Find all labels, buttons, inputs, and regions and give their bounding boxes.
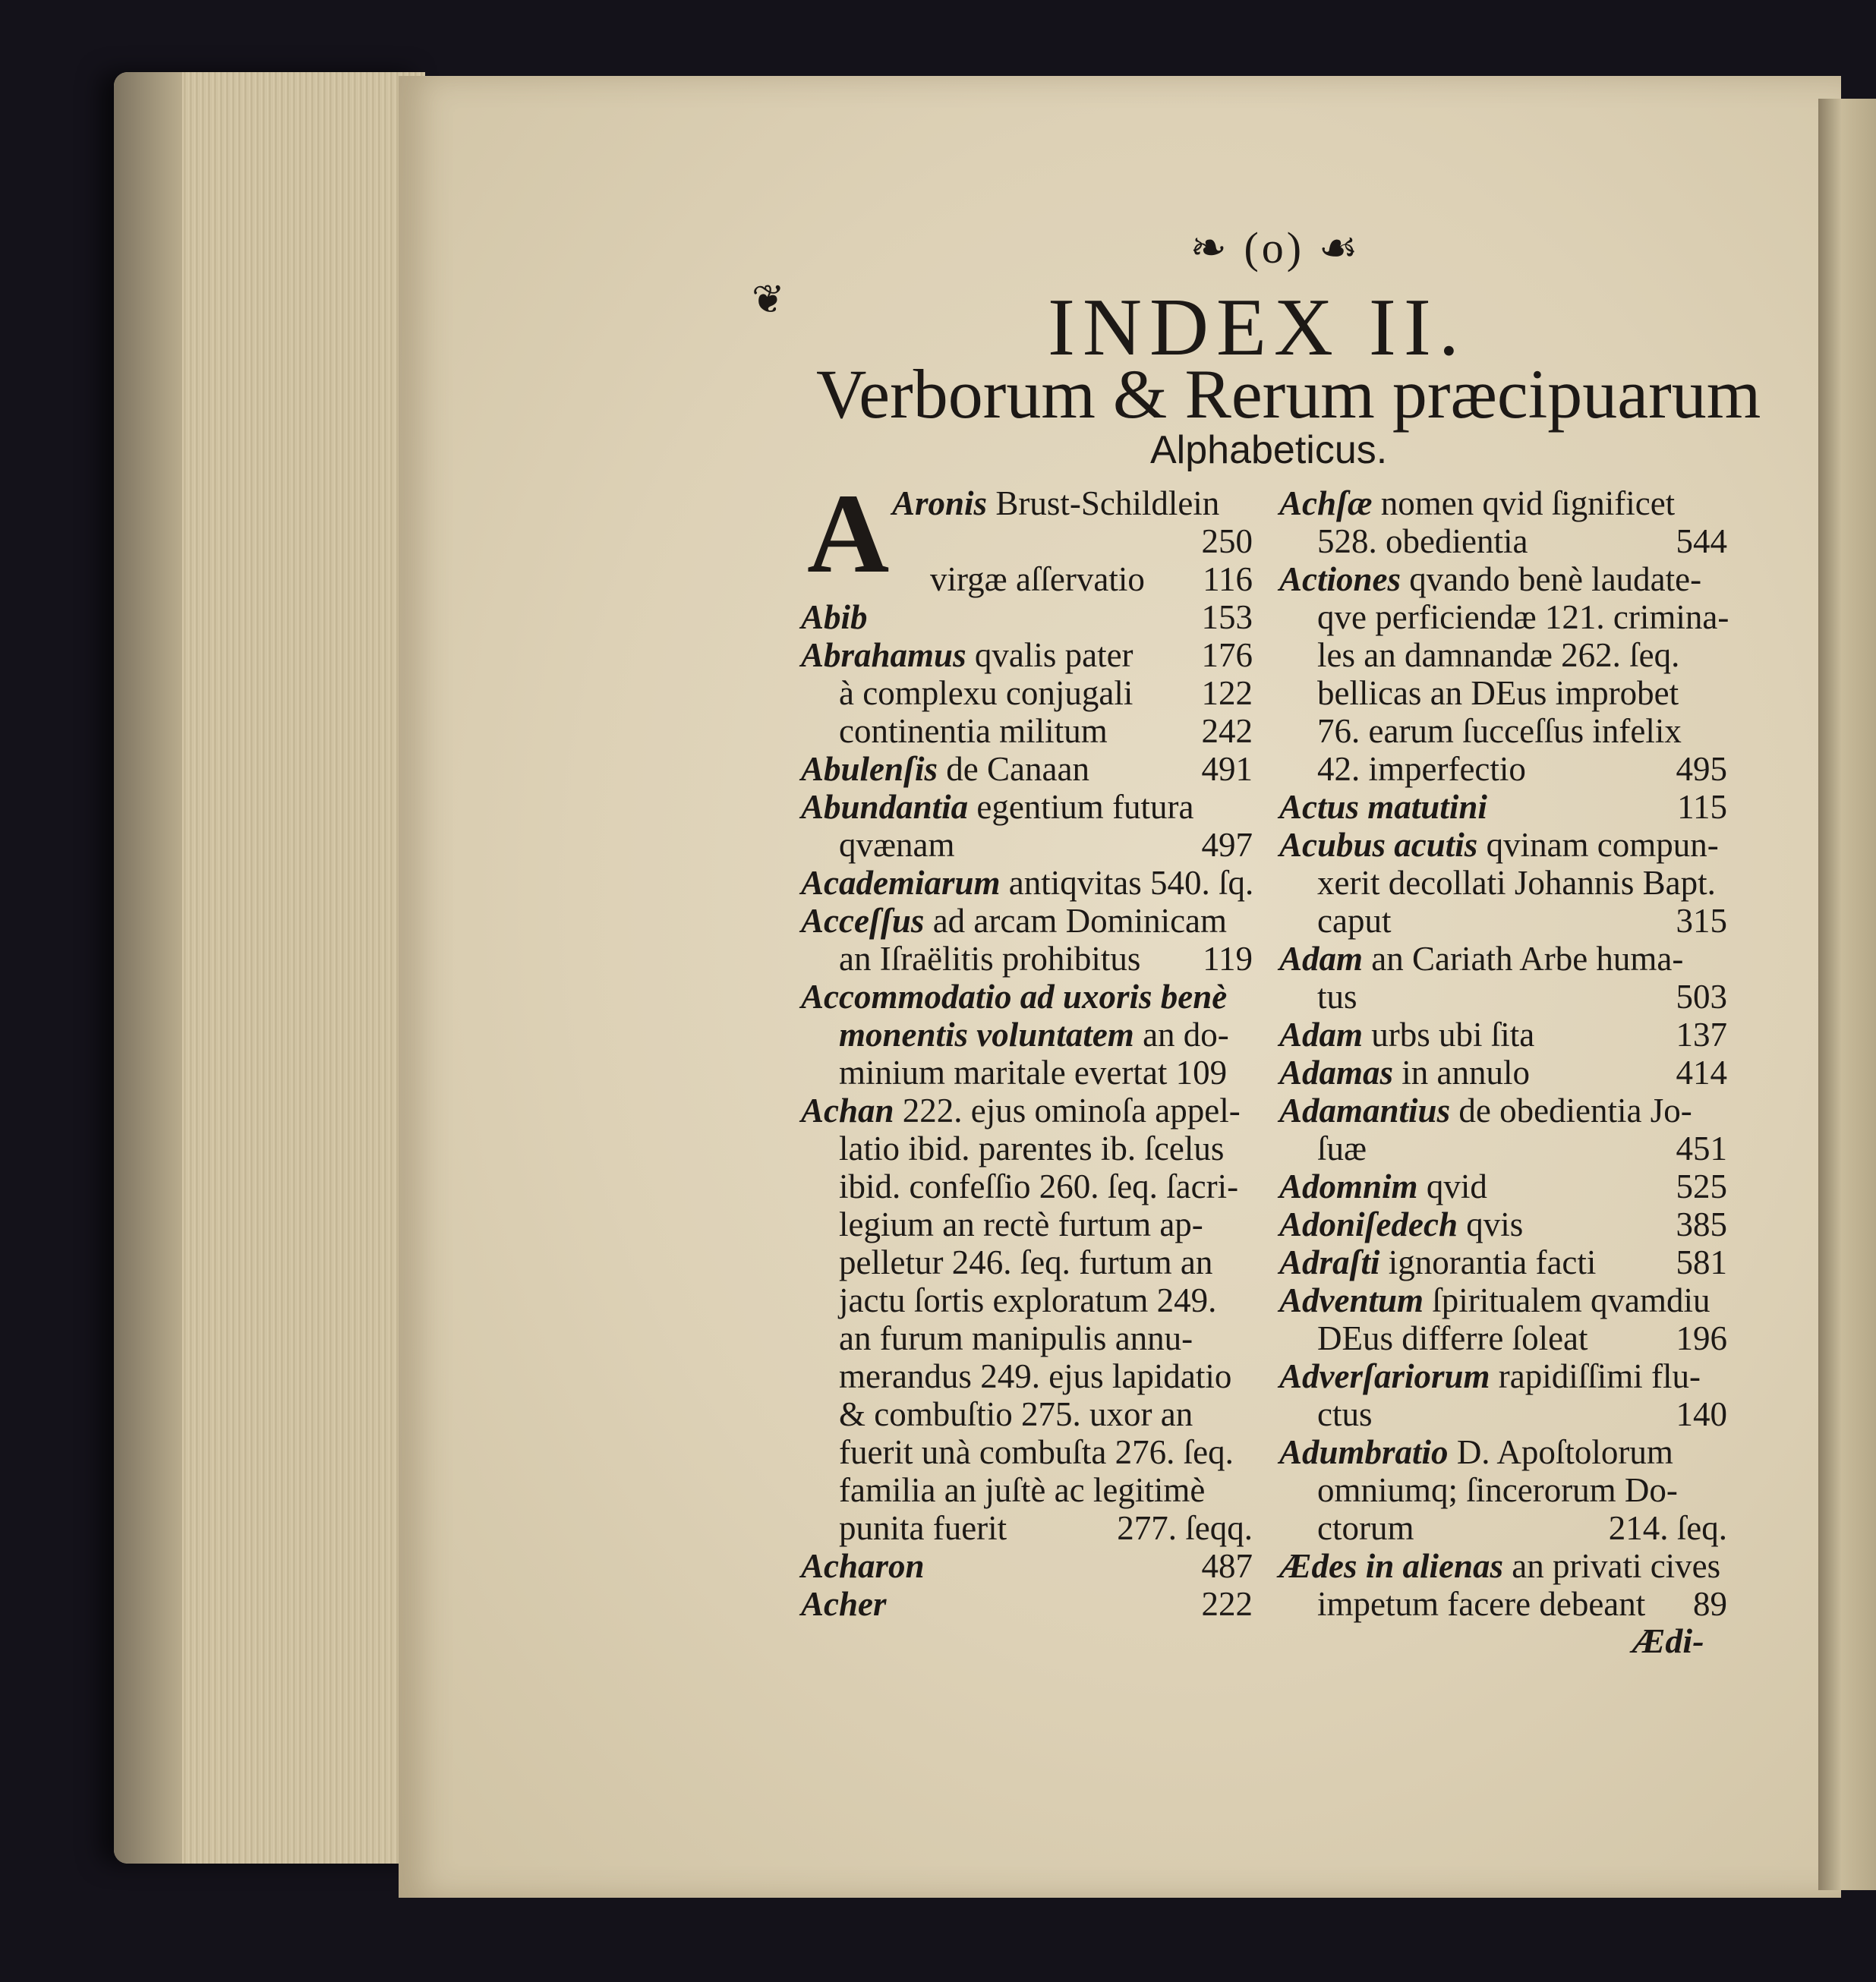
index-entry-line: [801, 1092, 1253, 1130]
index-text: ctorum: [1317, 1509, 1414, 1547]
index-page-ref: 116: [1203, 560, 1253, 598]
index-text: ſuæ: [1317, 1130, 1367, 1167]
index-entry-line: [1279, 750, 1727, 788]
index-entry-line: [801, 484, 1253, 522]
book-gutter: [1818, 99, 1876, 1890]
index-entry-line: [1279, 1509, 1727, 1547]
index-entry-line: [801, 522, 1253, 560]
index-page-ref: 115: [1677, 788, 1727, 826]
index-term: Actus matutini: [1279, 788, 1487, 826]
index-page-ref: 153: [1201, 598, 1253, 636]
index-entry-line: [1279, 1054, 1727, 1092]
index-text: rapidiſſimi flu-: [1490, 1357, 1701, 1395]
index-entry-line: [1279, 1585, 1727, 1623]
index-text: qvænam: [839, 826, 955, 864]
index-entry-line: [801, 674, 1253, 712]
index-page-ref: 581: [1676, 1243, 1727, 1281]
index-entry-line: [1279, 1092, 1727, 1130]
index-term: Adventum: [1279, 1281, 1424, 1319]
index-text: à complexu conjugali: [839, 674, 1133, 712]
catchword: Ædi-: [1632, 1621, 1704, 1660]
page-mark-right-ornament: ☙: [1318, 223, 1361, 273]
index-page-ref: 140: [1676, 1395, 1727, 1433]
index-text: & combuſtio 275. uxor an: [839, 1395, 1193, 1433]
index-page-ref: 544: [1676, 522, 1727, 560]
index-entry-line: [801, 1054, 1253, 1092]
index-entry-line: [801, 560, 1253, 598]
index-page-ref: 242: [1201, 712, 1253, 750]
index-entry-line: [1279, 826, 1727, 864]
index-text: an furum manipulis annu-: [839, 1319, 1193, 1357]
index-text: merandus 249. ejus lapidatio: [839, 1357, 1232, 1395]
index-page-ref: 491: [1201, 750, 1253, 788]
index-term: Abulenſis: [801, 750, 938, 788]
index-term: Acharon: [801, 1547, 925, 1585]
index-entry-line: [1279, 1395, 1727, 1433]
index-entry-line: [1279, 1547, 1727, 1585]
index-text: xerit decollati Johannis Bapt.: [1317, 864, 1716, 902]
index-term: monentis voluntatem: [839, 1016, 1134, 1054]
index-text: 222. ejus ominoſa appel-: [894, 1092, 1241, 1130]
index-entry-line: [801, 636, 1253, 674]
index-text: bellicas an DEus improbet: [1317, 674, 1679, 712]
index-term: Achan: [801, 1092, 894, 1130]
index-page-ref: 122: [1201, 674, 1253, 712]
index-entry-line: [1279, 484, 1727, 522]
index-entry-line: [1279, 1167, 1727, 1205]
index-entry-line: [1279, 1243, 1727, 1281]
index-text: qve perficiendæ 121. crimina-: [1317, 598, 1729, 636]
index-title: INDEX II.: [1048, 282, 1467, 373]
index-entry-line: [801, 598, 1253, 636]
index-text: an do-: [1133, 1016, 1229, 1054]
index-entry-line: [801, 1167, 1253, 1205]
index-entry-line: [801, 1243, 1253, 1281]
index-text: omniumq; ſincerorum Do-: [1317, 1471, 1678, 1509]
index-term: Adamantius: [1279, 1092, 1451, 1130]
index-page-ref: 495: [1676, 750, 1727, 788]
index-entry-line: [1279, 1357, 1727, 1395]
index-text: an Iſraëlitis prohibitus: [839, 940, 1141, 978]
index-page-ref: 315: [1676, 902, 1727, 940]
index-page-ref: 89: [1693, 1585, 1727, 1623]
right-index-column: [1279, 484, 1727, 1623]
index-entry-line: [1279, 864, 1727, 902]
index-term: Acubus acutis: [1279, 826, 1478, 864]
index-entry-line: [1279, 902, 1727, 940]
index-entry-line: [1279, 1433, 1727, 1471]
index-entry-line: [1279, 940, 1727, 978]
index-page-ref: 385: [1676, 1205, 1727, 1243]
index-text: virgæ aſſervatio: [930, 560, 1145, 598]
index-entry-line: [801, 978, 1253, 1016]
index-entry-line: [801, 1433, 1253, 1471]
index-term: Adraſti: [1279, 1243, 1380, 1281]
index-text: familia an juſtè ac legitimè: [839, 1471, 1206, 1509]
index-entry-line: [801, 902, 1253, 940]
index-term: Aronis: [892, 484, 988, 522]
left-index-column: [801, 484, 1253, 1623]
index-text: ignorantia facti: [1379, 1243, 1597, 1281]
index-term: Achſæ: [1279, 484, 1373, 522]
index-page-ref: 525: [1676, 1167, 1727, 1205]
index-term: Adoniſedech: [1279, 1205, 1458, 1243]
index-term: Accommodatio ad uxoris benè: [801, 978, 1228, 1016]
index-entry-line: [1279, 1281, 1727, 1319]
index-term: Adverſariorum: [1279, 1357, 1490, 1395]
index-page-ref: 176: [1201, 636, 1253, 674]
index-text: an Cariath Arbe huma-: [1363, 940, 1684, 978]
index-text: ad arcam Dominicam: [924, 902, 1228, 940]
index-text: tus: [1317, 978, 1357, 1016]
index-entry-line: [801, 1130, 1253, 1167]
index-entry-line: [801, 864, 1253, 902]
index-entry-line: [801, 712, 1253, 750]
index-entry-line: [801, 940, 1253, 978]
book-spine: [114, 72, 182, 1864]
index-text: impetum facere debeant: [1317, 1585, 1646, 1623]
index-term: Adumbratio: [1279, 1433, 1449, 1471]
index-page-ref: 277. ſeqq.: [1117, 1509, 1253, 1547]
index-entry-line: [1279, 1130, 1727, 1167]
index-page-ref: 250: [1201, 522, 1253, 560]
index-entry-line: [1279, 1016, 1727, 1054]
index-entry-line: [801, 1547, 1253, 1585]
index-text: 528. obedientia: [1317, 522, 1528, 560]
index-term: Academiarum: [801, 864, 1001, 902]
index-text: de Canaan: [938, 750, 1089, 788]
index-page-ref: 222: [1201, 1585, 1253, 1623]
index-page-ref: 119: [1203, 940, 1253, 978]
index-term: Adomnim: [1279, 1167, 1418, 1205]
index-text: qvis: [1457, 1205, 1524, 1243]
index-subtitle-alphabeticus: Alphabeticus.: [1150, 428, 1388, 472]
index-page-ref: 137: [1676, 1016, 1727, 1054]
index-text: qvando benè laudate-: [1401, 560, 1702, 598]
index-term: Abib: [801, 598, 868, 636]
page-mark-left-ornament: ❧: [1190, 223, 1230, 273]
index-entry-line: [801, 1319, 1253, 1357]
page-number: [1162, 222, 1389, 273]
index-entry-line: [1279, 560, 1727, 598]
index-text: DEus differre ſoleat: [1317, 1319, 1588, 1357]
index-page-ref: 503: [1676, 978, 1727, 1016]
index-text: qvinam compun-: [1477, 826, 1719, 864]
index-text: 76. earum ſucceſſus infelix: [1317, 712, 1682, 750]
index-page-ref: 451: [1676, 1130, 1727, 1167]
index-entry-line: [801, 788, 1253, 826]
index-entry-line: [801, 1281, 1253, 1319]
index-term: Acher: [801, 1585, 887, 1623]
index-entry-line: [801, 1016, 1253, 1054]
index-entry-line: [1279, 1471, 1727, 1509]
index-entry-line: [1279, 674, 1727, 712]
index-entry-line: [801, 1471, 1253, 1509]
fleuron-icon: ❦: [752, 279, 785, 322]
index-text: les an damnandæ 262. ſeq.: [1317, 636, 1680, 674]
index-text: pelletur 246. ſeq. furtum an: [839, 1243, 1213, 1281]
index-entry-line: [801, 1395, 1253, 1433]
index-term: Adam: [1279, 940, 1364, 978]
index-text: Brust-Schildlein: [987, 484, 1220, 522]
index-text: urbs ubi ſita: [1363, 1016, 1535, 1054]
index-text: nomen qvid ſignificet: [1372, 484, 1676, 522]
index-text: 42. imperfectio: [1317, 750, 1526, 788]
index-page-ref: 497: [1201, 826, 1253, 864]
index-entry-line: [1279, 1319, 1727, 1357]
index-text: legium an rectè furtum ap-: [839, 1205, 1203, 1243]
index-term: Adamas: [1279, 1054, 1394, 1092]
index-text: jactu ſortis exploratum 249.: [839, 1281, 1217, 1319]
index-text: an privati cives: [1503, 1547, 1721, 1585]
index-text: punita fuerit: [839, 1509, 1007, 1547]
index-entry-line: [1279, 598, 1727, 636]
index-text: continentia militum: [839, 712, 1108, 750]
index-term: Abrahamus: [801, 636, 966, 674]
index-entry-line: [801, 1205, 1253, 1243]
page-mark-text: (o): [1244, 223, 1305, 273]
index-text: egentium futura: [968, 788, 1194, 826]
index-text: ibid. confeſſio 260. ſeq. ſacri-: [839, 1167, 1239, 1205]
index-page-ref: 214. ſeq.: [1608, 1509, 1727, 1547]
index-text: fuerit unà combuſta 276. ſeq.: [839, 1433, 1234, 1471]
index-text: latio ibid. parentes ib. ſcelus: [839, 1130, 1225, 1167]
index-page-ref: 487: [1201, 1547, 1253, 1585]
index-term: Abundantia: [801, 788, 969, 826]
index-entry-line: [801, 1357, 1253, 1395]
index-text: D. Apoſtolorum: [1448, 1433, 1673, 1471]
index-entry-line: [1279, 978, 1727, 1016]
index-subtitle: Verborum & Rerum præcipuarum: [816, 355, 1761, 433]
index-text: qvid: [1417, 1167, 1487, 1205]
index-entry-line: [801, 826, 1253, 864]
index-text: qvalis pater: [966, 636, 1133, 674]
index-page-ref: 196: [1676, 1319, 1727, 1357]
index-page-ref: 414: [1676, 1054, 1727, 1092]
index-text: in annulo: [1393, 1054, 1531, 1092]
index-text: antiqvitas 540. ſq.: [1000, 864, 1254, 902]
index-entry-line: [801, 1509, 1253, 1547]
index-text: ctus: [1317, 1395, 1373, 1433]
index-text: minium maritale evertat 109: [839, 1054, 1228, 1092]
index-entry-line: [1279, 522, 1727, 560]
index-term: Acceſſus: [801, 902, 925, 940]
index-entry-line: [801, 1585, 1253, 1623]
index-entry-line: [1279, 636, 1727, 674]
index-entry-line: [1279, 1205, 1727, 1243]
index-entry-line: [1279, 788, 1727, 826]
index-term: Ædes in alienas: [1279, 1547, 1504, 1585]
index-text: de obedientia Jo-: [1450, 1092, 1692, 1130]
index-entry-line: [801, 750, 1253, 788]
index-text: caput: [1317, 902, 1392, 940]
index-term: Actiones: [1279, 560, 1401, 598]
index-term: Adam: [1279, 1016, 1364, 1054]
index-entry-line: [1279, 712, 1727, 750]
index-text: ſpiritualem qvamdiu: [1424, 1281, 1710, 1319]
drop-cap: A: [807, 471, 890, 597]
